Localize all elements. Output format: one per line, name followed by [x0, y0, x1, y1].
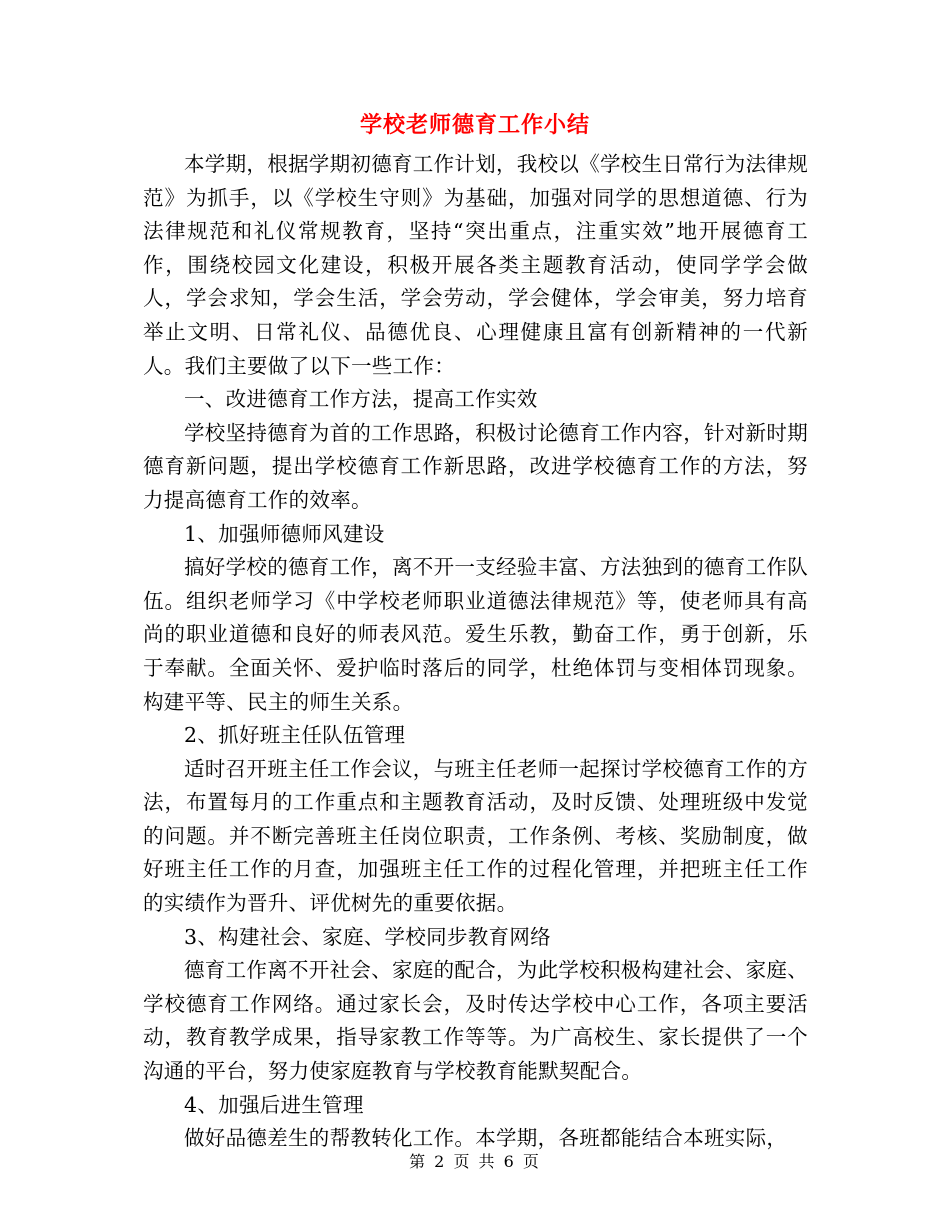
- paragraph-subsection-4: 做好品德差生的帮教转化工作。本学期，各班都能结合本班实际，: [184, 1126, 788, 1151]
- document-title: 学校老师德育工作小结: [359, 112, 590, 138]
- paragraph-subsection-1: 搞好学校的德育工作，离不开一支经验丰富、方法独到的德育工作队伍。组织老师学习《中学校老师职业道德法律规范》等，使老师具有高尚的职业道德和良好的师表风范。爱生乐教，勤奋工作，勇于创新，乐于奉献。全面关怀、爱护临时落后的同学，杜绝体罚与变相体罚现象。构建平等、民主的师生关系。: [143, 555, 808, 714]
- subsection-heading-1: 1、加强师德师风建设: [184, 521, 385, 546]
- subsection-heading-2: 2、抓好班主任队伍管理: [184, 723, 406, 748]
- paragraph-section-1: 学校坚持德育为首的工作思路，积极讨论德育工作内容，针对新时期德育新问题，提出学校德育工作新思路，改进学校德育工作的方法，努力提高德育工作的效率。: [143, 420, 808, 512]
- section-heading-1: 一、改进德育工作方法，提高工作实效: [184, 387, 538, 412]
- document-body: [143, 148, 808, 1156]
- paragraph-intro: 本学期，根据学期初德育工作计划，我校以《学校生日常行为法律规范》为抓手，以《学校生守则》为基础，加强对同学的思想道德、行为法律规范和礼仪常规教育，坚持“突出重点，注重实效”地开展德育工作，围绕校园文化建设，积极开展各类主题教育活动，使同学学会做人，学会求知，学会生活，学会劳动，学会健体，学会审美，努力培育举止文明、日常礼仪、品德优良、心理健康且富有创新精神的一代新人。我们主要做了以下一些工作：: [143, 152, 808, 378]
- paragraph-subsection-3: 德育工作离不开社会、家庭的配合，为此学校积极构建社会、家庭、学校德育工作网络。通过家长会，及时传达学校中心工作，各项主要活动，教育教学成果，指导家教工作等等。为广高校生、家长提供了一个沟通的平台，努力使家庭教育与学校教育能默契配合。: [143, 958, 808, 1084]
- subsection-heading-4: 4、加强后进生管理: [184, 1092, 364, 1117]
- paragraph-subsection-2: 适时召开班主任工作会议，与班主任老师一起探讨学校德育工作的方法，布置每月的工作重点和主题教育活动，及时反馈、处理班级中发觉的问题。并不断完善班主任岗位职责，工作条例、考核、奖励制度，做好班主任工作的月查，加强班主任工作的过程化管理，并把班主任工作的实绩作为晋升、评优树先的重要依据。: [143, 756, 808, 916]
- subsection-heading-3: 3、构建社会、家庭、学校同步教育网络: [184, 924, 551, 949]
- page-footer: 第 2 页 共 6 页: [409, 1152, 541, 1171]
